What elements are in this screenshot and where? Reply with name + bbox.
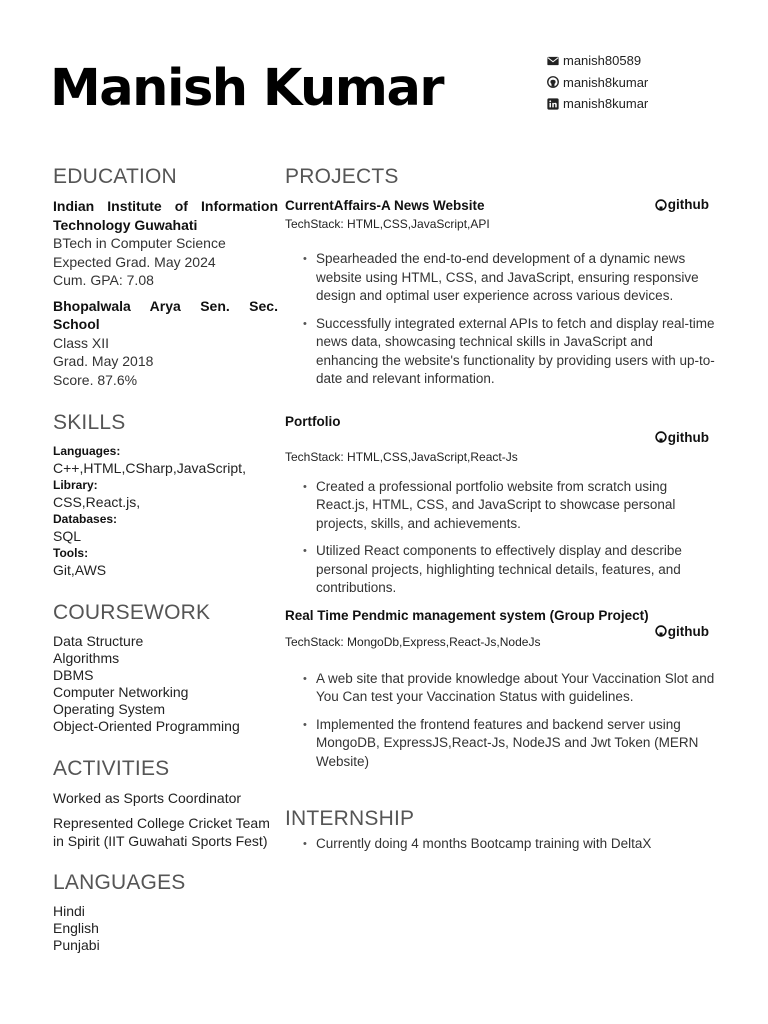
skill-value: Git,AWS — [53, 562, 107, 578]
coursework-section — [53, 599, 278, 735]
languages-section — [53, 869, 278, 954]
education-section — [53, 163, 278, 389]
project-entry — [285, 197, 717, 389]
coursework-heading: COURSEWORK — [53, 601, 211, 624]
github-link[interactable] — [655, 197, 709, 212]
projects-heading: PROJECTS — [285, 165, 399, 188]
list-item: • Created a professional portfolio website from scratch using React.js, HTML, CSS, and JavaScript to showcase personal projects, skills, and achievements. — [316, 478, 717, 534]
right-column — [285, 163, 717, 863]
list-item: • Implemented the frontend features and backend server using MongoDB, ExpressJS,React-Js, NodeJS and Jwt Token (MERN Website) — [316, 716, 717, 772]
list-item: Operating System — [53, 701, 166, 717]
internship-section — [285, 805, 717, 854]
list-item: • Spearheaded the end-to-end development of a dynamic news website using HTML, CSS, and JavaScript, ensuring responsive design and optimal user experience across various devices. — [316, 250, 717, 306]
list-item: • Successfully integrated external APIs to fetch and display real-time news data, showcasing technical skills in JavaScript and enhancing the website's functionality by providing users with up-to-date and relevant information. — [316, 315, 717, 389]
contact-github-text: manish8kumar — [563, 74, 649, 90]
skill-label: Languages: — [53, 444, 121, 458]
github-link-label: github — [667, 429, 709, 445]
github-link-label: github — [667, 197, 709, 212]
class-level: Class XII — [53, 334, 110, 351]
project-title: CurrentAffairs-A News Website — [285, 198, 485, 213]
internship-heading: INTERNSHIP — [285, 807, 415, 830]
tech-stack: TechStack: HTML,CSS,JavaScript,React-Js — [285, 449, 518, 464]
project-entry — [285, 413, 717, 598]
list-item: • A web site that provide knowledge about Your Vaccination Slot and You Can test your Vaccination Status with guidelines. — [316, 670, 717, 707]
list-item: • Currently doing 4 months Bootcamp training with DeltaX — [316, 835, 717, 854]
degree: BTech in Computer Science — [53, 235, 226, 251]
skill-value: CSS,React.js, — [53, 494, 141, 510]
contact-github[interactable] — [547, 72, 648, 94]
skill-label: Library: — [53, 478, 98, 492]
tech-stack: TechStack: MongoDb,Express,React-Js,NodeJs — [285, 634, 541, 649]
contact-email-text: manish80589 — [563, 53, 642, 68]
contact-linkedin[interactable] — [547, 93, 648, 115]
skills-heading: SKILLS — [53, 411, 126, 434]
list-item: English — [53, 919, 99, 936]
envelope-icon — [547, 55, 559, 67]
activities-section — [53, 755, 278, 851]
left-column — [53, 163, 278, 954]
project-title: Portfolio — [285, 413, 341, 429]
skill-label: Tools: — [53, 546, 89, 560]
list-item: Worked as Sports Coordinator — [53, 790, 242, 806]
languages-heading: LANGUAGES — [53, 870, 186, 894]
list-item: Computer Networking — [53, 684, 189, 700]
project-entry — [285, 607, 717, 772]
graduation-date: Expected Grad. May 2024 — [53, 253, 216, 270]
resume-name: Manish Kumar — [50, 59, 444, 118]
list-item: Punjabi — [53, 936, 100, 953]
tech-stack: TechStack: HTML,CSS,JavaScript,API — [285, 217, 490, 231]
skill-value: C++,HTML,CSharp,JavaScript, — [53, 460, 246, 476]
list-item: Data Structure — [53, 633, 144, 649]
education-entry — [53, 297, 278, 390]
skills-section — [53, 409, 278, 579]
education-entry — [53, 197, 278, 290]
school-name: Indian Institute of Information Technology Guwahati — [53, 198, 278, 233]
school-name: Bhopalwala Arya Sen. Sec. School — [53, 297, 278, 332]
list-item: • Utilized React components to effectively display and describe personal projects, highlighting technical details, features, and contributions. — [316, 542, 717, 598]
contact-email[interactable] — [547, 50, 648, 72]
score: Score. 87.6% — [53, 371, 138, 388]
github-icon — [655, 625, 667, 637]
github-icon — [655, 199, 667, 211]
list-item: Hindi — [53, 902, 85, 919]
education-heading: EDUCATION — [53, 165, 177, 188]
list-item: DBMS — [53, 667, 94, 683]
github-link-label: github — [667, 623, 709, 639]
contact-info — [547, 50, 648, 115]
github-link[interactable] — [655, 430, 709, 445]
graduation-date: Grad. May 2018 — [53, 353, 154, 369]
skill-value: SQL — [53, 528, 82, 544]
list-item: Represented College Cricket Team in Spirit (IIT Guwahati Sports Fest) — [53, 814, 270, 849]
list-item: Object-Oriented Programming — [53, 718, 240, 734]
github-icon — [655, 431, 667, 443]
linkedin-icon — [547, 98, 559, 110]
github-link[interactable] — [655, 624, 709, 639]
github-icon — [547, 76, 559, 88]
skill-label: Databases: — [53, 512, 118, 526]
activities-heading: ACTIVITIES — [53, 757, 170, 780]
gpa: Cum. GPA: 7.08 — [53, 272, 154, 288]
list-item: Algorithms — [53, 650, 120, 666]
contact-linkedin-text: manish8kumar — [563, 96, 649, 111]
project-title: Real Time Pendmic management system (Group Project) — [285, 607, 649, 623]
